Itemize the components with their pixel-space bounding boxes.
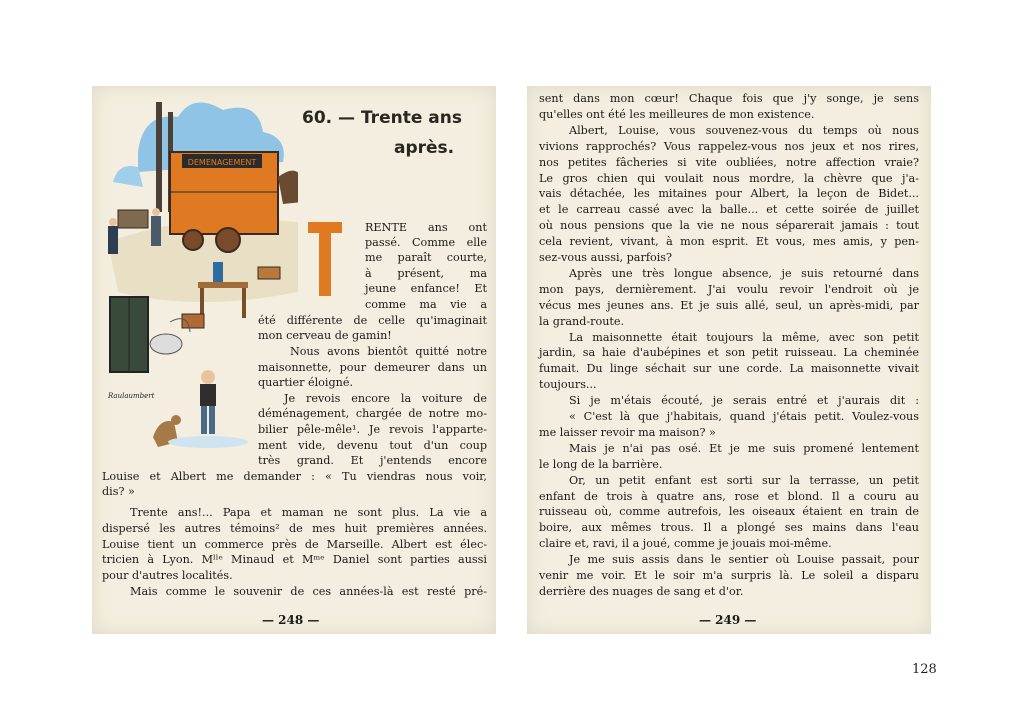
- text-line: La maisonnette était toujours la même, avec son petit: [569, 330, 919, 344]
- dropcap-letter: [308, 222, 342, 296]
- text-line: vécus mes jeunes ans. Et je suis allé, seul, un après-midi, par: [539, 298, 919, 312]
- text-line: claire et, ravi, il a joué, comme je jouais moi-même.: [539, 537, 832, 551]
- text-line: « C'est là que j'habitais, quand j'étais petit. Voulez-vous: [569, 410, 919, 423]
- text-line: Louise tient un commerce près de Marseille. Albert est élec-: [102, 538, 487, 551]
- text-line: Si je m'étais écouté, je serais entré et j'aurais dit :: [569, 394, 919, 408]
- text-line: jeune enfance! Et: [365, 282, 487, 295]
- text-line: Nous avons bientôt quitté notre: [290, 345, 487, 358]
- text-line: maisonnette, pour demeurer dans un: [258, 361, 487, 374]
- text-line: été différente de celle qu'imaginait: [258, 314, 487, 327]
- text-line: toujours...: [539, 378, 597, 392]
- text-line: Le gros chien qui voulait nous mordre, la chèvre que j'a-: [539, 171, 919, 185]
- text-line: ment vide, devenu tout d'un coup: [258, 439, 487, 452]
- text-line: Or, un petit enfant est sorti sur la terrasse, un petit: [569, 473, 919, 487]
- left-page: [92, 86, 496, 634]
- text-line: mon pays, dernièrement. J'ai voulu revoir l'endroit où je: [539, 282, 919, 296]
- text-line: sent dans mon cœur! Chaque fois que j'y songe, je sens: [539, 92, 919, 105]
- text-line: me laisser revoir ma maison? »: [539, 425, 716, 439]
- text-line: RENTE ans ont: [365, 221, 487, 234]
- text-line: pour d'autres localités.: [102, 569, 233, 582]
- text-line: ruisseau où, comme autrefois, les oiseaux étaient en train de: [539, 505, 919, 519]
- text-line: dispersé les autres témoins² de mes huit premières années.: [102, 522, 487, 535]
- text-line: Je revois encore la voiture de: [284, 392, 487, 405]
- text-line: la grand-route.: [539, 314, 625, 328]
- text-line: très grand. Et j'entends encore: [258, 454, 487, 467]
- text-line: Après une très longue absence, je suis retourné dans: [569, 266, 919, 280]
- text-line: et le carreau cassé avec la balle... et cette soirée de juillet: [539, 203, 919, 217]
- text-line: Mais comme le souvenir de ces années-là est resté pré-: [130, 585, 487, 598]
- text-line: boire, aux mêmes trous. Il a plongé ses mains dans l'eau: [539, 521, 919, 535]
- text-line: mon cerveau de gamin!: [258, 329, 392, 342]
- text-line: fumait. Du linge séchait sur une corde. La maisonnette vivait: [539, 362, 919, 376]
- text-line: qu'elles ont été les meilleures de mon existence.: [539, 107, 815, 121]
- text-line: tricien à Lyon. Mˡˡᵉ Minaud et Mᵐᵉ Daniel sont parties aussi: [102, 553, 487, 566]
- text-line: Trente ans!... Papa et maman ne sont plus. La vie a: [130, 506, 487, 519]
- text-line: Louise et Albert me demander : « Tu viendras nous voir,: [102, 470, 487, 483]
- text-line: derrière des nuages de sang et d'or.: [539, 584, 744, 598]
- illustration-signature: Raulaumbert: [108, 392, 155, 400]
- text-line: venir me voir. Et le soir m'a surpris là. Le soleil a disparu: [539, 569, 919, 582]
- text-line: comme ma vie a: [365, 298, 487, 311]
- text-line: bilier pêle-mêle¹. Je revois l'apparte-: [258, 423, 487, 436]
- text-line: vais détachée, les mitaines pour Albert, la leçon de Bidet...: [539, 187, 919, 201]
- text-line: le long de la barrière.: [539, 457, 663, 471]
- text-line: sez-vous aussi, parfois?: [539, 251, 673, 264]
- text-line: dis? »: [102, 485, 135, 498]
- text-line: quartier éloigné.: [258, 376, 354, 389]
- text-line: nos petites fâcheries si vite oubliées, notre affection vraie?: [539, 155, 919, 169]
- chapter-title: 60. — Trente ans: [302, 108, 462, 128]
- text-line: jardin, sa haie d'aubépines et son petit ruisseau. La cheminée: [539, 346, 919, 360]
- text-line: où nous pensions que la vie ne nous séparerait jamais : tout: [539, 219, 919, 233]
- page-folio: — 248 —: [262, 613, 320, 627]
- text-line: Albert, Louise, vous souvenez-vous du temps où nous: [569, 123, 919, 137]
- svg-text:DEMENAGEMENT: DEMENAGEMENT: [187, 158, 257, 167]
- text-line: passé. Comme elle: [365, 236, 487, 249]
- text-line: me paraît courte,: [365, 251, 487, 264]
- text-line: vivions rapprochés? Vous rappelez-vous nos jeux et nos rires,: [539, 139, 919, 153]
- scan-page-number: 128: [912, 662, 937, 677]
- chapter-title-continued: après.: [394, 138, 455, 158]
- right-page: [527, 86, 931, 634]
- page-folio: — 249 —: [699, 613, 757, 627]
- text-line: enfant de trois à quatre ans, rose et blond. Il a couru au: [539, 489, 919, 503]
- text-line: Mais je n'ai pas osé. Et je me suis promené lentement: [569, 441, 919, 455]
- text-line: déménagement, chargée de notre mo-: [258, 407, 487, 420]
- text-line: à présent, ma: [365, 267, 487, 280]
- text-line: cela revient, vivant, à mon esprit. Et vous, mes amis, y pen-: [539, 235, 919, 249]
- text-line: Je me suis assis dans le sentier où Louise passait, pour: [569, 553, 919, 567]
